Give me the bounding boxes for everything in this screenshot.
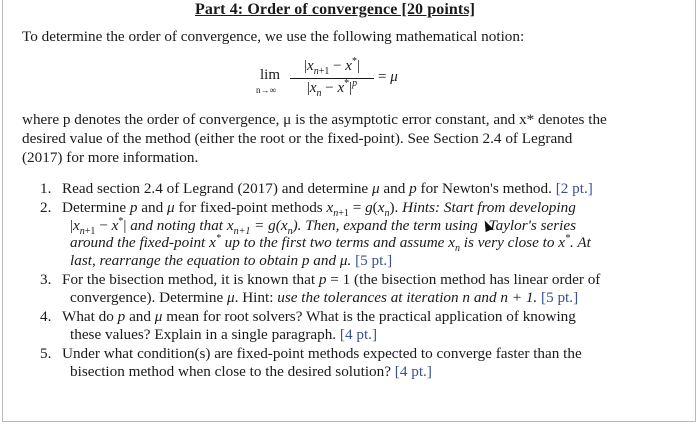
item-line: Read section 2.4 of Legrand (2017) and determine μ and p for Newton's method. [2 pt.]: [62, 180, 593, 197]
intro-text: To determine the order of convergence, we use the following mathematical notion:: [22, 28, 525, 45]
limit-operator: lim: [260, 67, 281, 83]
item-line: around the fixed-point x* up to the first two terms and assume $x_n$ is very close to x*. At: [70, 232, 591, 255]
points-label: [5 pt.]: [355, 251, 393, 269]
equation-denominator: $|x_n - x^*|^p$: [306, 78, 358, 99]
points-label: [4 pt.]: [394, 362, 432, 380]
item-line: Under what condition(s) are fixed-point methods expected to converge faster than the: [62, 345, 582, 362]
item-line: $|x_{n+1} - x^*|$ and noting that $x_{n+1} = g(x_n)$. Then, expand the term using Taylor's series: [70, 215, 577, 237]
points-label: [2 pt.]: [555, 180, 593, 197]
item-number: 2.: [40, 199, 52, 216]
item-text: [62, 345, 638, 380]
item-line: For the bisection method, it is known that p = 1 (the bisection method has linear order of: [62, 271, 601, 288]
equation-fraction: [290, 58, 374, 102]
equation-rhs: = μ: [378, 69, 398, 85]
item-number: 1.: [40, 180, 52, 197]
item-number: 4.: [40, 308, 52, 325]
item-line: these values? Explain in a single paragraph. [4 pt.]: [70, 325, 378, 343]
points-label: [4 pt.]: [339, 325, 378, 343]
item-number: 3.: [40, 271, 52, 288]
equation-numerator: $|x_{n+1} - x^*|$: [304, 56, 360, 77]
item-line: What do p and μ mean for root solvers? What is the practical application of knowing: [62, 308, 576, 325]
item-line: bisection method when close to the desired solution? [4 pt.]: [70, 362, 432, 380]
explanation-line-2: desired value of the method (either the root or the fixed-point). See Section 2.4 of Legrand: [22, 130, 573, 147]
item-text: [62, 199, 638, 269]
item-number: 5.: [40, 345, 52, 362]
convergence-equation: [256, 58, 416, 102]
points-label: [5 pt.]: [541, 288, 579, 306]
explanation-line-3: (2017) for more information.: [22, 149, 199, 166]
mouse-cursor-icon: [481, 218, 493, 231]
fraction-bar: [290, 78, 374, 79]
item-line: Determine p and μ for fixed-point methods $x_{n+1} = g(x_n)$. Hints: Start from developing: [62, 199, 576, 220]
item-text: [62, 180, 638, 198]
item-text: [62, 271, 638, 306]
explanation-line-1: where p denotes the order of convergence, μ is the asymptotic error constant, and x* denotes the: [22, 111, 607, 128]
limit-subscript: n→∞: [256, 85, 276, 95]
section-title: Part 4: Order of convergence [20 points]: [195, 1, 476, 18]
item-line: convergence). Determine μ. Hint: use the tolerances at iteration n and n + 1. [5 pt.]: [70, 288, 579, 306]
item-text: [62, 308, 638, 343]
item-line: last, rearrange the equation to obtain p and μ. [5 pt.]: [70, 251, 393, 269]
